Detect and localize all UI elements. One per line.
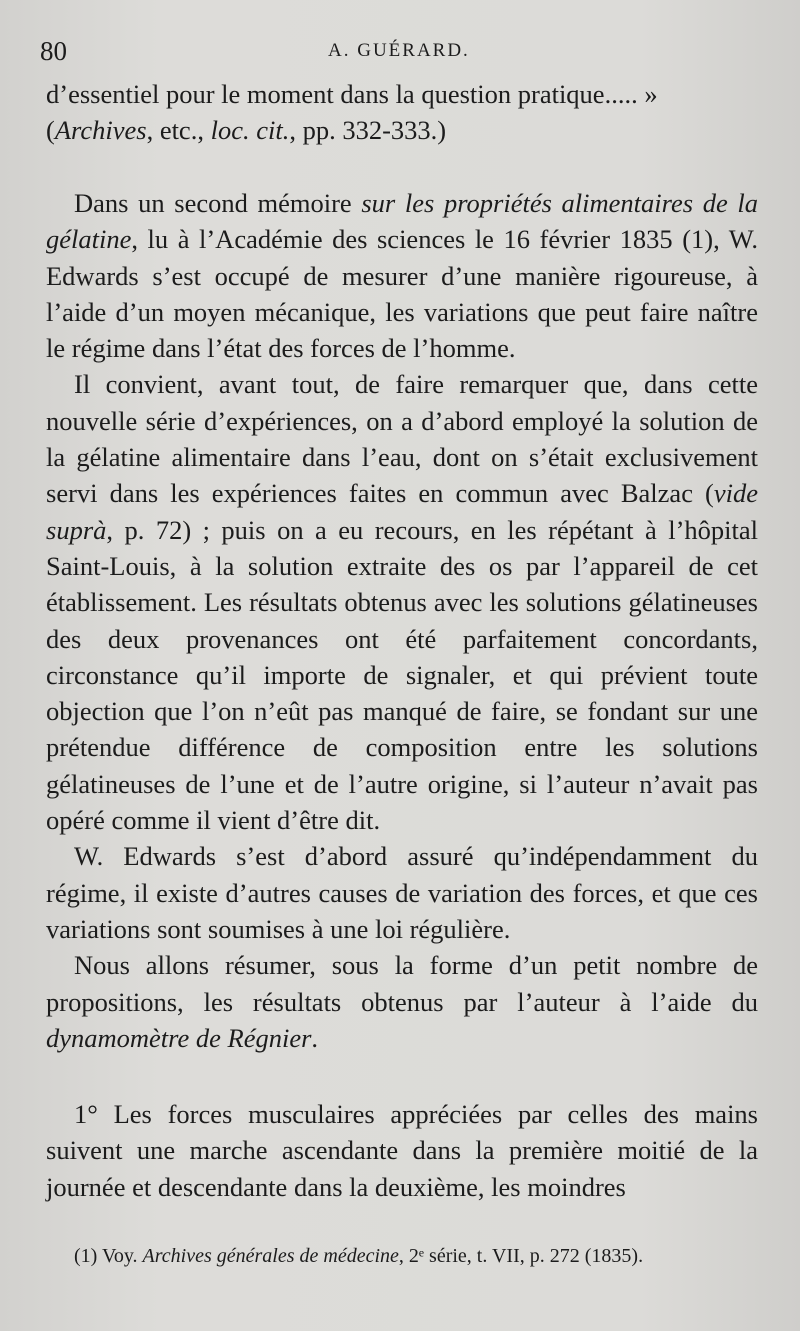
proposition-1: 1° Les forces musculaires appréciées par celles des mains suivent une marche ascendante dans la première moitié de la journée et descendante dans la deuxième, les moindres bbox=[46, 1099, 758, 1202]
memoire-title: sur les propriétés alimentaires de la gélatine bbox=[46, 188, 758, 255]
paragraph-experiences-start: Il convient, avant tout, de faire remarquer que, dans cette nouvelle série d’expériences, on a d’abord employé la solution de la gélatine alimentaire dans l’eau, dont on s’était exclusivement servi dans les expériences faites en commun avec Balzac ( bbox=[46, 369, 758, 509]
footnote bbox=[46, 1242, 758, 1270]
footnote-journal: Archives générales de médecine bbox=[142, 1245, 399, 1267]
citation-open: ( bbox=[46, 115, 55, 146]
paragraph-resume bbox=[46, 947, 758, 1056]
quote-end-line: d’essentiel pour le moment dans la question pratique..... » bbox=[46, 79, 658, 109]
main-text-block bbox=[46, 185, 758, 1056]
opening-quote-block bbox=[46, 76, 758, 149]
citation-mid: , etc., bbox=[146, 115, 211, 146]
paragraph-memoire bbox=[46, 185, 758, 366]
citation-line bbox=[46, 112, 758, 148]
paragraph-memoire-start: Dans un second mémoire bbox=[74, 188, 362, 218]
footnote-rest: , 2ᵉ série, t. VII, p. 272 (1835). bbox=[398, 1245, 644, 1267]
paragraph-resume-end: . bbox=[311, 1022, 319, 1053]
paragraph-memoire-rest: , lu à l’Académie des sciences le 16 février 1835 (1), W. Edwards s’est occupé de mesurer d’une manière rigoureuse, à l’aide d’un moyen mécanique, les variations que peut faire naître le régime dans l’état des forces de l’homme. bbox=[46, 224, 758, 364]
proposition-block bbox=[46, 1096, 758, 1205]
citation-loc: loc. cit. bbox=[210, 115, 290, 146]
paragraph-experiences-rest: , p. 72) ; puis on a eu recours, en les répétant à l’hôpital Saint-Louis, à la solution extraite des os par l’appareil de cet établissement. Les résultats obtenus avec les solutions gélatineuses des deux provenances ont été parfaitement concordants, circonstance qu’il importe de signaler, et qui prévient toute objection que l’on n’eût pas manqué de faire, se fondant sur une prétendue différence de composition entre les solutions gélatineuses de l’une et de l’autre origine, si l’auteur n’avait pas opéré comme il vient d’être dit. bbox=[46, 514, 758, 836]
footnote-text bbox=[46, 1242, 758, 1270]
page-header bbox=[40, 36, 755, 66]
citation-title: Archives bbox=[54, 115, 147, 146]
citation-end: , pp. 332-333.) bbox=[289, 115, 447, 146]
vide-supra: vide suprà bbox=[46, 478, 758, 545]
paragraph-experiences bbox=[46, 366, 758, 838]
paragraph-variations: W. Edwards s’est d’abord assuré qu’indépendamment du régime, il existe d’autres causes de variation des forces, et que ces variations sont soumises à une loi régulière. bbox=[46, 841, 758, 944]
page-number: 80 bbox=[40, 36, 67, 66]
running-head: A. GUÉRARD. bbox=[328, 40, 470, 61]
footnote-start: (1) Voy. bbox=[74, 1245, 143, 1267]
dynamometre-name: dynamomètre de Régnier bbox=[46, 1022, 312, 1053]
paragraph-resume-start: Nous allons résumer, sous la forme d’un petit nombre de propositions, les résultats obtenus par l’auteur à l’aide du bbox=[46, 950, 758, 1017]
